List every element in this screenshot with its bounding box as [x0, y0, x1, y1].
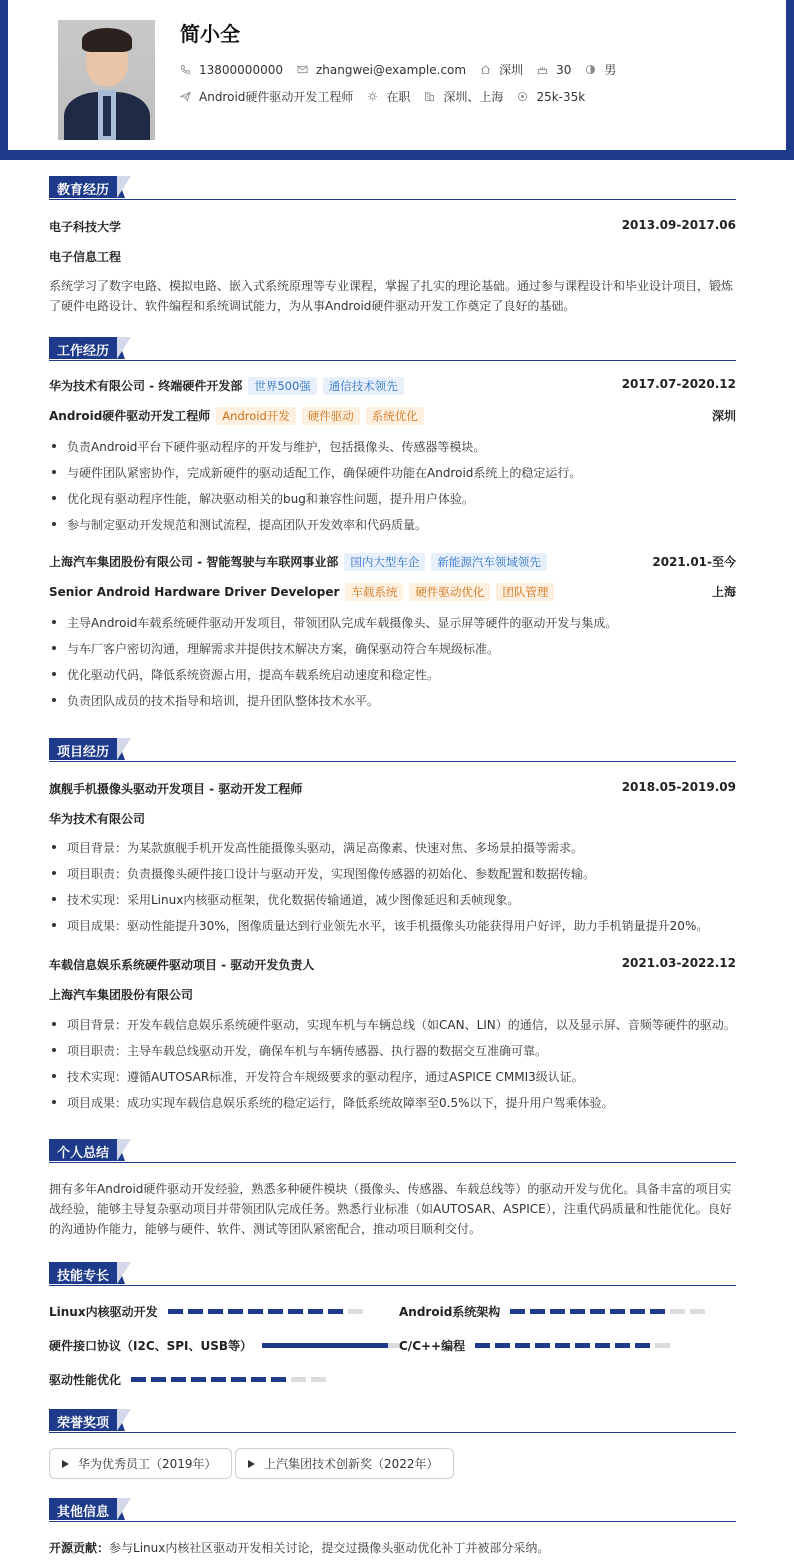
skill-level-segment [288, 1309, 303, 1314]
other-text: 参与Linux内核社区驱动开发相关讨论，提交过摄像头驱动优化补丁并被部分采纳。 [109, 1541, 550, 1555]
skill-level-segment [348, 1309, 363, 1314]
work-date: 2017.07-2020.12 [621, 377, 736, 391]
skill-level-segment [171, 1377, 186, 1382]
skill-level-segment [208, 1309, 223, 1314]
work-title-row [49, 583, 736, 601]
list-item: 项目职责：主导车载总线驱动开发，确保车机与车辆传感器、执行器的数据交互准确可靠。 [49, 1042, 749, 1059]
building-icon [424, 91, 435, 102]
skill-level-segment [690, 1309, 705, 1314]
skill-tag: 硬件驱动优化 [409, 583, 490, 601]
skill-level-segment [308, 1309, 323, 1314]
skill-level-segment [570, 1309, 585, 1314]
project-name: 车载信息娱乐系统硬件驱动项目 - 驱动开发负责人 [49, 958, 315, 972]
skill-level-fill [262, 1343, 388, 1348]
job-intent-row [180, 88, 599, 105]
home-icon [480, 64, 491, 75]
skill-level-segment [530, 1309, 545, 1314]
award-badge: 华为优秀员工（2019年） [49, 1448, 232, 1479]
skill-level-segment [575, 1343, 590, 1348]
list-item: 参与制定驱动开发规范和测试流程，提高团队开发效率和代码质量。 [49, 516, 749, 533]
skill-level-segment [131, 1377, 146, 1382]
skill-level-segment [635, 1343, 650, 1348]
skill-level-segment [268, 1309, 283, 1314]
list-item: 项目背景：开发车载信息娱乐系统硬件驱动，实现车机与车辆总线（如CAN、LIN）的通信，以及显示屏、音频等硬件的驱动。 [49, 1016, 749, 1033]
section-awards [49, 1409, 736, 1433]
skill-name: 硬件接口协议（I2C、SPI、USB等） [49, 1339, 253, 1353]
summary-text: 拥有多年Android硬件驱动开发经验，熟悉多种硬件模块（摄像头、传感器、车载总线等）的驱动开发与优化。具备丰富的项目实 战经验，能够主导复杂驱动项目并带领团队完成任务。熟悉行业标准（如AUTOSAR、ASPICE），注重代码质量和性能优化。良好 的沟通协作能力，能够与硬件、软件、测试等团队紧密配合，推动项目顺利交付。 [49, 1182, 732, 1236]
project-date: 2018.05-2019.09 [621, 780, 736, 794]
work-city: 深圳 [711, 409, 736, 423]
skill-level-segment [231, 1377, 246, 1382]
contact-row [180, 61, 630, 78]
skill-item [49, 1337, 402, 1354]
section-title: 个人总结 [49, 1139, 117, 1161]
skill-level-segment [168, 1309, 183, 1314]
list-item: 优化驱动代码，降低系统资源占用，提高车载系统启动速度和稳定性。 [49, 666, 749, 683]
project-row [49, 956, 736, 973]
work-date: 2021.01-至今 [652, 555, 736, 569]
list-item: 技术实现：采用Linux内核驱动框架，优化数据传输通道，减少图像延迟和丢帧现象。 [49, 891, 749, 908]
skill-level-bar [262, 1343, 402, 1348]
project-company: 华为技术有限公司 [49, 812, 146, 826]
section-skills [49, 1262, 736, 1286]
email-icon [297, 64, 308, 75]
play-triangle-icon [248, 1460, 255, 1468]
edu-desc: 系统学习了数字电路、模拟电路、嵌入式系统原理等专业课程，掌握了扎实的理论基础。通过参与课程设计和毕业设计项目，锻炼 了硬件电路设计、软件编程和系统调试能力，为从事Android硬件驱动开发工作奠定了良好的基础。 [49, 279, 734, 313]
skill-level-segment [248, 1309, 263, 1314]
skill-level-segment [291, 1377, 306, 1382]
work-company-row [49, 553, 736, 571]
skill-tag: 系统优化 [366, 407, 424, 425]
position-value: Android硬件驱动开发工程师 [199, 90, 354, 104]
edu-school-row [49, 218, 736, 235]
skill-tag: Android开发 [216, 407, 295, 425]
company-tag: 通信技术领先 [323, 377, 404, 395]
section-project [49, 738, 736, 762]
candidate-name: 简小全 [180, 22, 240, 46]
section-title: 其他信息 [49, 1498, 117, 1520]
skill-level-segment [515, 1343, 530, 1348]
skill-name: C/C++编程 [399, 1339, 466, 1353]
skill-level-segment [655, 1343, 670, 1348]
skill-level-bar [475, 1343, 675, 1348]
skill-level-segment [510, 1309, 525, 1314]
skill-level-segment [595, 1343, 610, 1348]
list-item: 项目成果：成功实现车载信息娱乐系统的稳定运行，降低系统故障率至0.5%以下，提升用户驾乘体验。 [49, 1094, 749, 1111]
status-value: 在职 [386, 90, 411, 104]
company-tag: 新能源汽车领域领先 [431, 553, 547, 571]
skill-level-segment [251, 1377, 266, 1382]
edu-date: 2013.09-2017.06 [621, 218, 736, 232]
gender-icon [585, 64, 596, 75]
list-item: 负责团队成员的技术指导和培训，提升团队整体技术水平。 [49, 692, 749, 709]
company-name: 华为技术有限公司 - 终端硬件开发部 [49, 379, 243, 393]
skill-item [49, 1371, 331, 1388]
skill-level-segment [615, 1343, 630, 1348]
skill-level-segment [495, 1343, 510, 1348]
project-company: 上海汽车集团股份有限公司 [49, 988, 194, 1002]
company-tag: 国内大型车企 [344, 553, 425, 571]
avatar [58, 20, 155, 140]
section-title: 技能专长 [49, 1262, 117, 1284]
list-item: 项目成果：驱动性能提升30%，图像质量达到行业领先水平，该手机摄像头功能获得用户好评，助力手机销量提升20%。 [49, 917, 749, 934]
section-summary [49, 1139, 736, 1163]
skill-level-bar [510, 1309, 710, 1314]
list-item: 技术实现：遵循AUTOSAR标准，开发符合车规级要求的驱动程序，通过ASPICE CMMI3级认证。 [49, 1068, 749, 1085]
skill-level-segment [610, 1309, 625, 1314]
edu-major: 电子信息工程 [49, 250, 122, 264]
other-info [49, 1539, 736, 1556]
skill-name: 驱动性能优化 [49, 1373, 122, 1387]
list-item: 项目背景：为某款旗舰手机开发高性能摄像头驱动，满足高像素、快速对焦、多场景拍摄等需求。 [49, 839, 749, 856]
skill-level-segment [590, 1309, 605, 1314]
company-name: 上海汽车集团股份有限公司 - 智能驾驶与车联网事业部 [49, 555, 339, 569]
salary-value: 25k-35k [536, 89, 586, 104]
section-other [49, 1498, 736, 1522]
age-value: 30 [556, 62, 572, 77]
section-title: 工作经历 [49, 337, 117, 359]
phone-value: 13800000000 [199, 62, 283, 77]
skill-level-segment [535, 1343, 550, 1348]
skill-level-segment [630, 1309, 645, 1314]
section-title: 教育经历 [49, 176, 117, 198]
play-triangle-icon [62, 1460, 69, 1468]
skill-level-segment [211, 1377, 226, 1382]
status-icon [367, 91, 378, 102]
skill-level-segment [188, 1309, 203, 1314]
project-name: 旗舰手机摄像头驱动开发项目 - 驱动开发工程师 [49, 782, 303, 796]
skill-name: Linux内核驱动开发 [49, 1305, 158, 1319]
list-item: 与硬件团队紧密协作，完成新硬件的驱动适配工作，确保硬件功能在Android系统上的稳定运行。 [49, 464, 749, 481]
skill-level-segment [271, 1377, 286, 1382]
skill-level-segment [151, 1377, 166, 1382]
job-title: Senior Android Hardware Driver Developer [49, 585, 340, 599]
skill-item [49, 1303, 368, 1320]
list-item: 负责Android平台下硬件驱动程序的开发与维护，包括摄像头、传感器等模块。 [49, 438, 749, 455]
project-date: 2021.03-2022.12 [621, 956, 736, 970]
skill-tag: 车载系统 [345, 583, 403, 601]
section-work [49, 337, 736, 361]
section-title: 荣誉奖项 [49, 1409, 117, 1431]
phone-icon [180, 64, 191, 75]
skill-level-bar [168, 1309, 368, 1314]
list-item: 与车厂客户密切沟通，理解需求并提供技术解决方案，确保驱动符合车规级标准。 [49, 640, 749, 657]
other-label: 开源贡献： [49, 1541, 110, 1555]
resume-header [0, 0, 794, 160]
skill-item [399, 1303, 710, 1320]
work-city: 上海 [711, 585, 736, 599]
skill-item [399, 1337, 675, 1354]
company-tag: 世界500强 [248, 377, 316, 395]
skill-tag: 硬件驱动 [302, 407, 360, 425]
section-education [49, 176, 736, 200]
email-value: zhangwei@example.com [315, 62, 467, 77]
list-item: 优化现有驱动程序性能，解决驱动相关的bug和兼容性问题，提升用户体验。 [49, 490, 749, 507]
skill-level-segment [328, 1309, 343, 1314]
skill-level-segment [228, 1309, 243, 1314]
skill-level-segment [550, 1309, 565, 1314]
skill-level-segment [191, 1377, 206, 1382]
send-icon [180, 91, 191, 102]
target-city-value: 深圳、上海 [443, 90, 504, 104]
list-item: 主导Android车载系统硬件驱动开发项目，带领团队完成车载摄像头、显示屏等硬件的驱动开发与集成。 [49, 614, 749, 631]
skill-level-segment [311, 1377, 326, 1382]
age-icon [537, 64, 548, 75]
gender-value: 男 [604, 63, 617, 77]
skill-tag: 团队管理 [496, 583, 554, 601]
skill-level-segment [650, 1309, 665, 1314]
work-company-row [49, 377, 736, 395]
skill-name: Android系统架构 [399, 1305, 501, 1319]
project-row [49, 780, 736, 797]
section-title: 项目经历 [49, 738, 117, 760]
salary-icon [517, 91, 528, 102]
job-title: Android硬件驱动开发工程师 [49, 409, 211, 423]
award-badge: 上汽集团技术创新奖（2022年） [235, 1448, 454, 1479]
skill-level-bar [131, 1377, 331, 1382]
skill-level-segment [555, 1343, 570, 1348]
city-value: 深圳 [499, 63, 524, 77]
work-title-row [49, 407, 736, 425]
skill-level-segment [670, 1309, 685, 1314]
school-name: 电子科技大学 [49, 220, 122, 234]
list-item: 项目职责：负责摄像头硬件接口设计与驱动开发，实现图像传感器的初始化、参数配置和数据传输。 [49, 865, 749, 882]
skill-level-segment [475, 1343, 490, 1348]
